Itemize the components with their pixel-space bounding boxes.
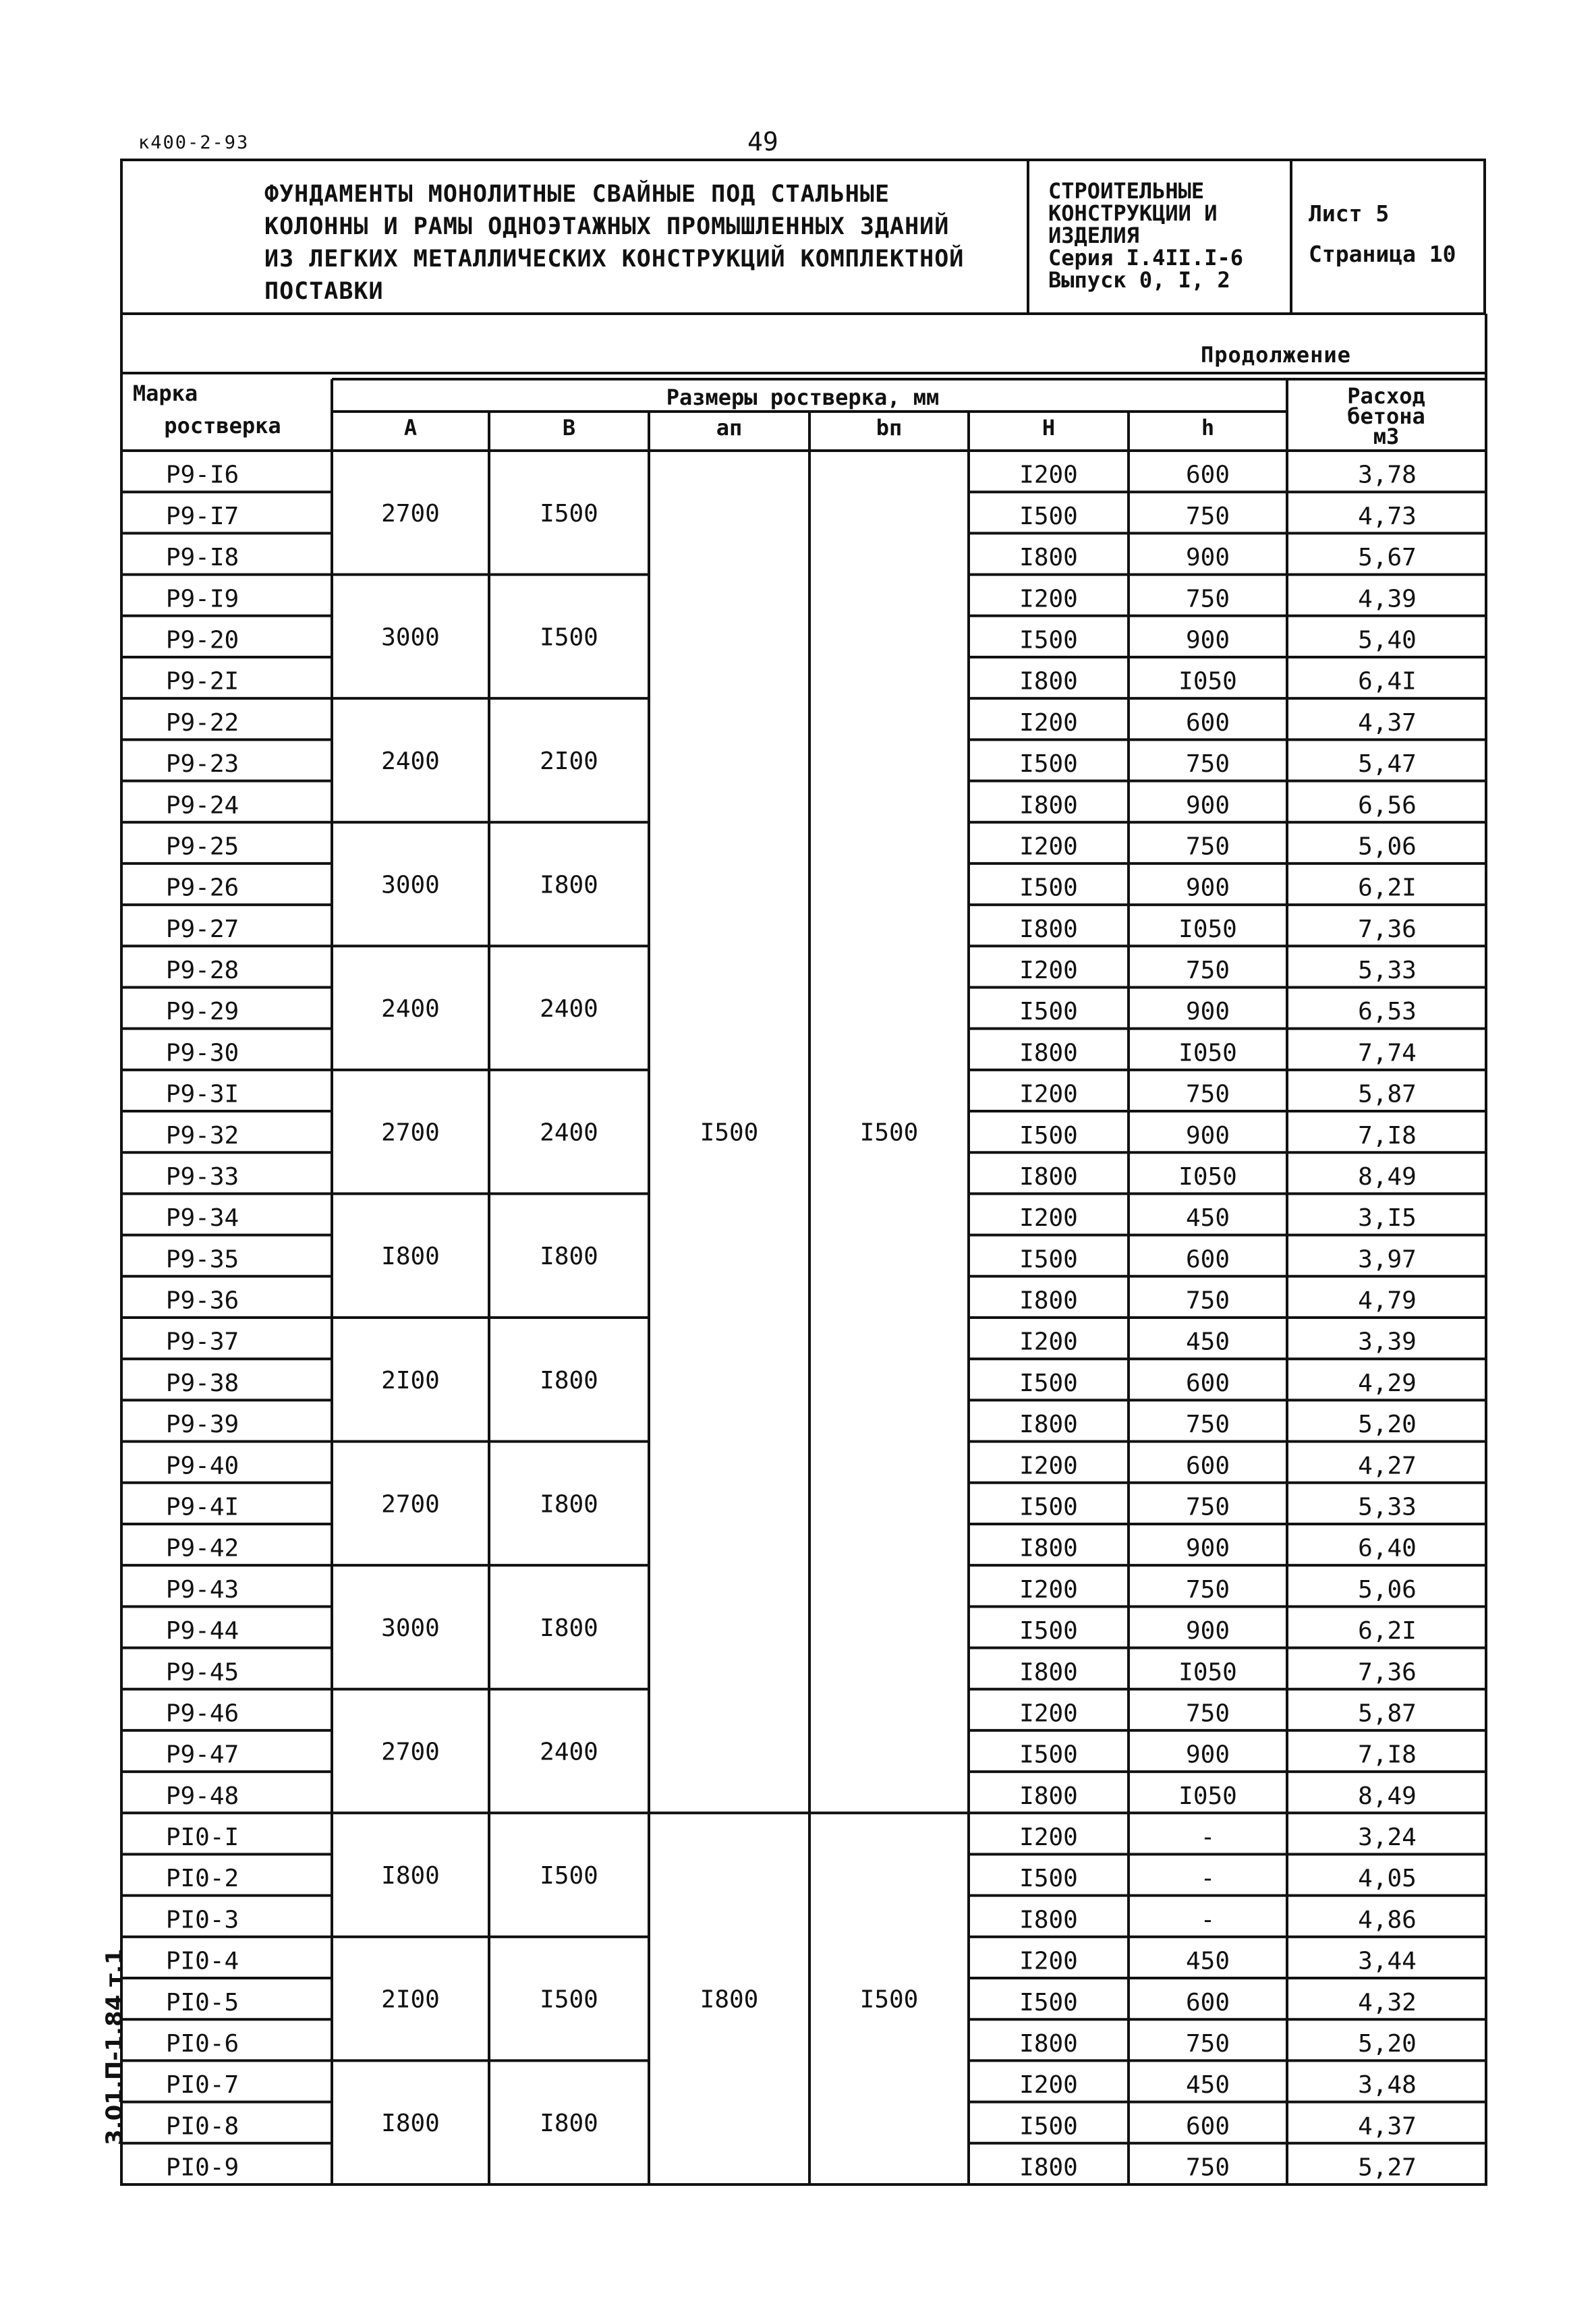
group-a: 3000 xyxy=(381,871,440,899)
row-h-small: 900 xyxy=(1185,1534,1230,1562)
group-a: 2700 xyxy=(381,1119,440,1147)
row-volume: 7,74 xyxy=(1358,1039,1417,1067)
row-mark: Р9-I8 xyxy=(165,544,239,572)
row-volume: 6,2I xyxy=(1358,874,1417,902)
row-mark: Р9-27 xyxy=(165,915,239,943)
row-h-small: 750 xyxy=(1185,833,1230,861)
row-h-small: - xyxy=(1200,1865,1216,1893)
row-volume: 5,06 xyxy=(1358,833,1417,861)
dims-header: Размеры ростверка, мм xyxy=(666,385,940,410)
row-h-height: I500 xyxy=(1019,998,1078,1026)
row-h-height: I200 xyxy=(1019,1080,1078,1108)
row-volume: 3,97 xyxy=(1358,1245,1417,1274)
subheader: B xyxy=(562,415,576,441)
volume-header: Расход xyxy=(1347,383,1425,409)
row-volume: 6,56 xyxy=(1358,791,1417,820)
row-h-height: I800 xyxy=(1019,791,1078,820)
row-volume: 7,I8 xyxy=(1358,1121,1417,1150)
row-h-height: I200 xyxy=(1019,1824,1078,1852)
series-line: ИЗДЕЛИЯ xyxy=(1048,223,1139,248)
row-volume: 6,40 xyxy=(1358,1534,1417,1562)
row-h-small: I050 xyxy=(1178,667,1237,696)
row-volume: 3,78 xyxy=(1358,461,1417,489)
group-a: 2400 xyxy=(381,747,440,775)
row-mark: РI0-8 xyxy=(165,2112,239,2141)
title-line: КОЛОННЫ И РАМЫ ОДНОЭТАЖНЫХ ПРОМЫШЛЕННЫХ ЗДАНИЙ xyxy=(264,213,950,240)
group-a: 2I00 xyxy=(381,1985,440,2014)
row-h-small: 600 xyxy=(1185,708,1230,737)
row-h-height: I500 xyxy=(1019,1617,1078,1645)
side-stamp: 3.01.П-1.84 т.1 xyxy=(101,1948,128,2145)
row-volume: 4,79 xyxy=(1358,1287,1417,1315)
row-h-small: 750 xyxy=(1185,1699,1230,1728)
row-volume: 3,44 xyxy=(1358,1947,1417,1975)
row-mark: РI0-6 xyxy=(165,2029,239,2058)
group-a: 3000 xyxy=(381,623,440,652)
row-mark: Р9-33 xyxy=(165,1162,239,1191)
row-volume: 5,47 xyxy=(1358,750,1417,779)
row-volume: 4,32 xyxy=(1358,1988,1417,2017)
row-h-small: I050 xyxy=(1178,915,1237,943)
row-mark: РI0-4 xyxy=(165,1947,239,1975)
row-volume: 3,48 xyxy=(1358,2071,1417,2099)
row-h-height: I800 xyxy=(1019,1287,1078,1315)
row-h-small: 900 xyxy=(1185,1741,1230,1769)
page-number: 49 xyxy=(747,127,778,157)
row-mark: Р9-25 xyxy=(165,833,239,861)
title-line: ИЗ ЛЕГКИХ МЕТАЛЛИЧЕСКИХ КОНСТРУКЦИЙ КОМПЛЕКТНОЙ xyxy=(264,246,965,273)
row-h-small: 750 xyxy=(1185,957,1230,985)
row-h-height: I500 xyxy=(1019,1369,1078,1397)
row-volume: 4,37 xyxy=(1358,2112,1417,2141)
row-mark: РI0-9 xyxy=(165,2153,239,2182)
row-mark: РI0-7 xyxy=(165,2071,239,2099)
row-volume: 4,05 xyxy=(1358,1865,1417,1893)
row-h-small: I050 xyxy=(1178,1658,1237,1687)
row-volume: 4,39 xyxy=(1358,585,1417,613)
series-line: СТРОИТЕЛЬНЫЕ xyxy=(1048,178,1205,204)
row-mark: Р9-36 xyxy=(165,1287,239,1315)
row-h-height: I200 xyxy=(1019,1452,1078,1480)
title-line: ФУНДАМЕНТЫ МОНОЛИТНЫЕ СВАЙНЫЕ ПОД СТАЛЬНЫЕ xyxy=(264,181,890,208)
group-b: I500 xyxy=(540,623,598,652)
row-h-small: 900 xyxy=(1185,544,1230,572)
row-h-height: I200 xyxy=(1019,1947,1078,1975)
row-h-height: I500 xyxy=(1019,1988,1078,2017)
row-volume: 5,33 xyxy=(1358,957,1417,985)
row-mark: Р9-47 xyxy=(165,1741,239,1769)
subheader: h xyxy=(1201,415,1215,441)
row-mark: Р9-43 xyxy=(165,1575,239,1604)
row-h-small: 750 xyxy=(1185,2153,1230,2182)
group-b: I500 xyxy=(540,1862,598,1890)
row-volume: 5,20 xyxy=(1358,2029,1417,2058)
group-b: I800 xyxy=(540,1490,598,1519)
row-volume: 5,40 xyxy=(1358,626,1417,654)
row-volume: 7,36 xyxy=(1358,915,1417,943)
group-b: I800 xyxy=(540,2110,598,2138)
subheader: A xyxy=(403,415,418,441)
row-h-height: I800 xyxy=(1019,1162,1078,1191)
row-h-height: I200 xyxy=(1019,708,1078,737)
row-h-height: I200 xyxy=(1019,833,1078,861)
group-a: 2400 xyxy=(381,995,440,1023)
row-h-small: 750 xyxy=(1185,2029,1230,2058)
row-mark: Р9-48 xyxy=(165,1782,239,1810)
row-h-height: I200 xyxy=(1019,1699,1078,1728)
row-h-small: - xyxy=(1200,1824,1216,1852)
row-volume: 5,20 xyxy=(1358,1411,1417,1439)
row-volume: 4,27 xyxy=(1358,1452,1417,1480)
row-mark: Р9-24 xyxy=(165,791,239,820)
row-mark: Р9-32 xyxy=(165,1121,239,1150)
row-mark: Р9-38 xyxy=(165,1369,239,1397)
mark-header: Марка xyxy=(132,380,198,406)
cap-an: I500 xyxy=(700,1119,759,1147)
row-mark: Р9-20 xyxy=(165,626,239,654)
group-a: 2700 xyxy=(381,499,440,528)
group-a: I800 xyxy=(381,2110,440,2138)
row-volume: 5,33 xyxy=(1358,1493,1417,1521)
row-volume: 5,06 xyxy=(1358,1575,1417,1604)
row-h-height: I800 xyxy=(1019,544,1078,572)
row-mark: Р9-29 xyxy=(165,998,239,1026)
row-mark: Р9-42 xyxy=(165,1534,239,1562)
row-volume: 8,49 xyxy=(1358,1162,1417,1191)
row-h-height: I200 xyxy=(1019,957,1078,985)
row-volume: 4,37 xyxy=(1358,708,1417,737)
row-h-small: 600 xyxy=(1185,1988,1230,2017)
group-b: I800 xyxy=(540,1366,598,1394)
row-h-small: 750 xyxy=(1185,1493,1230,1521)
group-a: 2I00 xyxy=(381,1366,440,1394)
row-h-small: 600 xyxy=(1185,1245,1230,1274)
row-h-height: I500 xyxy=(1019,502,1078,530)
row-volume: 4,73 xyxy=(1358,502,1417,530)
group-b: 2400 xyxy=(540,995,598,1023)
row-h-small: 600 xyxy=(1185,1452,1230,1480)
row-h-small: 750 xyxy=(1185,585,1230,613)
row-mark: Р9-39 xyxy=(165,1411,239,1439)
row-h-height: I800 xyxy=(1019,2153,1078,2182)
row-h-small: - xyxy=(1200,1906,1216,1934)
row-volume: 6,53 xyxy=(1358,998,1417,1026)
row-h-small: 600 xyxy=(1185,2112,1230,2141)
group-a: I800 xyxy=(381,1243,440,1271)
group-a: I800 xyxy=(381,1862,440,1890)
page-label: Страница 10 xyxy=(1309,241,1456,267)
row-h-height: I500 xyxy=(1019,1245,1078,1274)
row-volume: 5,67 xyxy=(1358,544,1417,572)
row-h-small: 900 xyxy=(1185,1121,1230,1150)
row-mark: Р9-46 xyxy=(165,1699,239,1728)
row-mark: Р9-40 xyxy=(165,1452,239,1480)
row-h-height: I200 xyxy=(1019,1204,1078,1233)
volume-header: м3 xyxy=(1373,424,1400,449)
series-line: Серия I.4II.I-6 xyxy=(1048,245,1243,271)
cap-bn: I500 xyxy=(859,1985,919,2014)
row-h-small: I050 xyxy=(1178,1782,1237,1810)
row-h-small: 750 xyxy=(1185,502,1230,530)
row-h-height: I800 xyxy=(1019,1411,1078,1439)
row-volume: 4,29 xyxy=(1358,1369,1417,1397)
row-mark: Р9-23 xyxy=(165,750,239,779)
subheader: H xyxy=(1042,415,1056,441)
group-b: 2400 xyxy=(540,1738,598,1766)
group-b: 2I00 xyxy=(540,747,598,775)
row-mark: РI0-2 xyxy=(165,1865,239,1893)
row-volume: 4,86 xyxy=(1358,1906,1417,1934)
row-h-height: I800 xyxy=(1019,1039,1078,1067)
group-b: I500 xyxy=(540,499,598,528)
row-h-small: 450 xyxy=(1185,2071,1230,2099)
row-mark: Р9-I7 xyxy=(165,502,239,530)
row-h-height: I200 xyxy=(1019,2071,1078,2099)
row-h-height: I500 xyxy=(1019,626,1078,654)
mark-header: ростверка xyxy=(164,413,281,439)
row-h-small: 750 xyxy=(1185,1411,1230,1439)
row-mark: Р9-30 xyxy=(165,1039,239,1067)
series-line: Выпуск 0, I, 2 xyxy=(1048,267,1230,293)
row-h-small: 750 xyxy=(1185,1287,1230,1315)
row-h-height: I500 xyxy=(1019,874,1078,902)
row-mark: Р9-35 xyxy=(165,1245,239,1274)
row-mark: Р9-2I xyxy=(165,667,239,696)
row-h-height: I500 xyxy=(1019,1121,1078,1150)
row-h-height: I200 xyxy=(1019,1328,1078,1356)
row-mark: Р9-3I xyxy=(165,1080,239,1108)
row-mark: Р9-28 xyxy=(165,957,239,985)
row-volume: 3,39 xyxy=(1358,1328,1417,1356)
row-volume: 3,24 xyxy=(1358,1824,1417,1852)
group-b: 2400 xyxy=(540,1119,598,1147)
row-volume: 6,2I xyxy=(1358,1617,1417,1645)
subheader: bп xyxy=(876,415,903,441)
row-h-height: I500 xyxy=(1019,2112,1078,2141)
row-mark: РI0-I xyxy=(165,1824,239,1852)
row-volume: 8,49 xyxy=(1358,1782,1417,1810)
document-code: к400-2-93 xyxy=(138,132,250,153)
row-h-height: I800 xyxy=(1019,1906,1078,1934)
row-h-height: I500 xyxy=(1019,1741,1078,1769)
row-h-height: I800 xyxy=(1019,915,1078,943)
row-mark: Р9-I6 xyxy=(165,461,239,489)
row-mark: РI0-5 xyxy=(165,1988,239,2017)
row-volume: 6,4I xyxy=(1358,667,1417,696)
row-h-small: 750 xyxy=(1185,1575,1230,1604)
row-h-small: 450 xyxy=(1185,1328,1230,1356)
group-b: I800 xyxy=(540,871,598,899)
row-mark: Р9-4I xyxy=(165,1493,239,1521)
row-mark: Р9-34 xyxy=(165,1204,239,1233)
row-volume: 3,I5 xyxy=(1358,1204,1417,1233)
subheader: aп xyxy=(716,415,743,441)
group-a: 2700 xyxy=(381,1490,440,1519)
row-h-height: I500 xyxy=(1019,1865,1078,1893)
group-b: I800 xyxy=(540,1614,598,1642)
row-mark: Р9-44 xyxy=(165,1617,239,1645)
row-h-small: I050 xyxy=(1178,1039,1237,1067)
row-h-small: 450 xyxy=(1185,1204,1230,1233)
continuation-label: Продолжение xyxy=(1201,342,1351,368)
row-h-height: I800 xyxy=(1019,1782,1078,1810)
group-a: 2700 xyxy=(381,1738,440,1766)
row-h-height: I200 xyxy=(1019,461,1078,489)
row-volume: 5,27 xyxy=(1358,2153,1417,2182)
row-h-height: I800 xyxy=(1019,2029,1078,2058)
volume-header: бетона xyxy=(1347,403,1425,429)
row-mark: Р9-45 xyxy=(165,1658,239,1687)
row-volume: 7,36 xyxy=(1358,1658,1417,1687)
row-mark: Р9-26 xyxy=(165,874,239,902)
row-volume: 7,I8 xyxy=(1358,1741,1417,1769)
row-h-height: I500 xyxy=(1019,750,1078,779)
row-mark: Р9-I9 xyxy=(165,585,239,613)
row-volume: 5,87 xyxy=(1358,1080,1417,1108)
row-h-height: I500 xyxy=(1019,1493,1078,1521)
row-volume: 5,87 xyxy=(1358,1699,1417,1728)
row-h-small: 900 xyxy=(1185,791,1230,820)
group-b: I500 xyxy=(540,1985,598,2014)
row-h-small: 600 xyxy=(1185,1369,1230,1397)
row-h-small: 600 xyxy=(1185,461,1230,489)
row-h-small: I050 xyxy=(1178,1162,1237,1191)
sheet-label: Лист 5 xyxy=(1309,200,1390,227)
cap-bn: I500 xyxy=(859,1119,919,1147)
row-h-small: 900 xyxy=(1185,998,1230,1026)
row-mark: Р9-22 xyxy=(165,708,239,737)
row-h-height: I800 xyxy=(1019,667,1078,696)
title-line: ПОСТАВКИ xyxy=(264,278,384,305)
series-line: КОНСТРУКЦИИ И xyxy=(1048,200,1218,226)
row-h-small: 450 xyxy=(1185,1947,1230,1975)
row-h-height: I200 xyxy=(1019,585,1078,613)
row-h-height: I800 xyxy=(1019,1658,1078,1687)
row-h-small: 750 xyxy=(1185,750,1230,779)
row-h-height: I800 xyxy=(1019,1534,1078,1562)
row-h-height: I200 xyxy=(1019,1575,1078,1604)
cap-an: I800 xyxy=(700,1985,759,2014)
row-h-small: 750 xyxy=(1185,1080,1230,1108)
row-h-small: 900 xyxy=(1185,1617,1230,1645)
group-b: I800 xyxy=(540,1243,598,1271)
group-a: 3000 xyxy=(381,1614,440,1642)
row-h-small: 900 xyxy=(1185,874,1230,902)
row-mark: Р9-37 xyxy=(165,1328,239,1356)
row-h-small: 900 xyxy=(1185,626,1230,654)
row-mark: РI0-3 xyxy=(165,1906,239,1934)
